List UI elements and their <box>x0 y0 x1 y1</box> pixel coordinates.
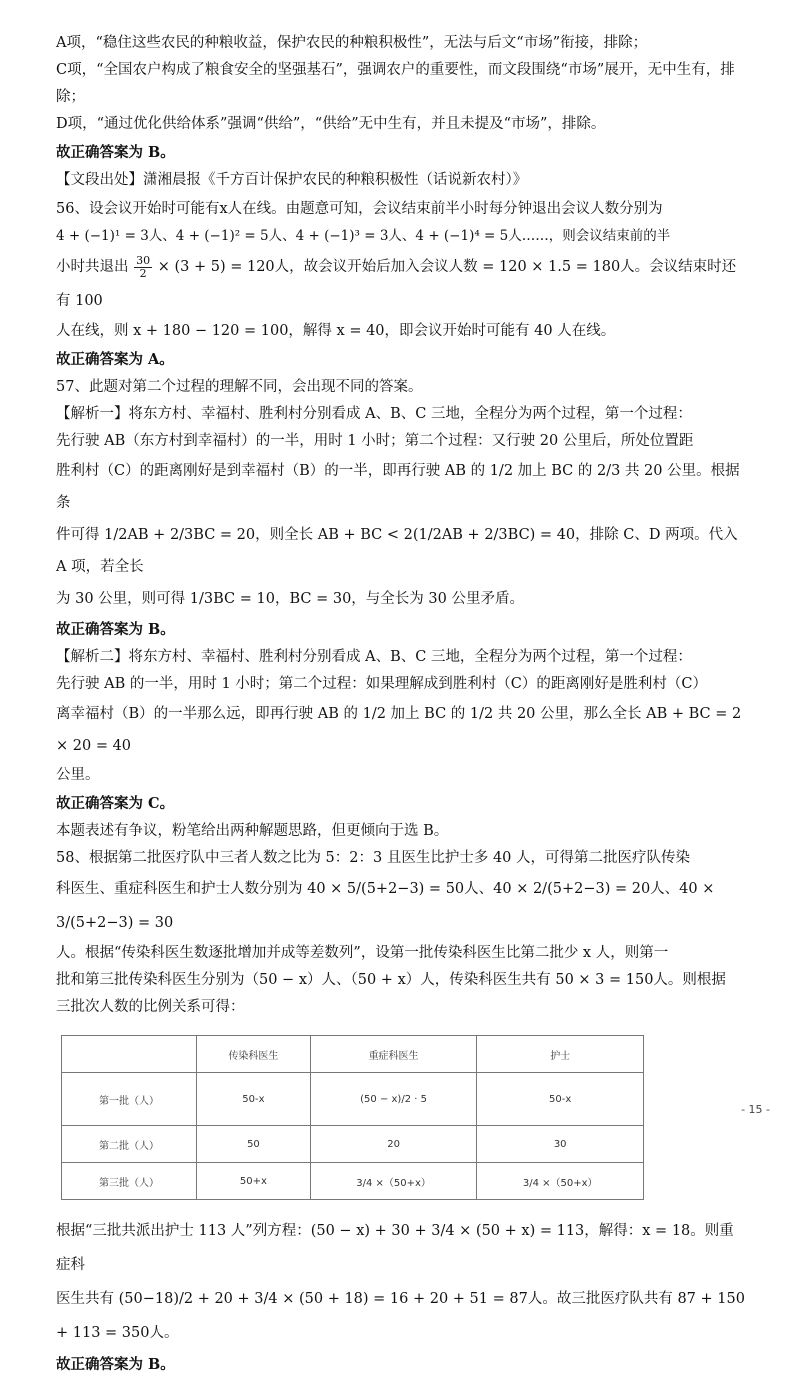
q58-line6: 根据“三批共派出护士 113 人”列方程：(50 − x) + 30 + 3/4 × (50 + x) = 113，解得：x = 18。则重症科 <box>56 1223 734 1273</box>
document-page <box>56 30 746 1379</box>
table-header-row <box>62 1036 644 1073</box>
table-row <box>62 1163 644 1200</box>
q57-intro: 57、此题对第二个过程的理解不同，会出现不同的答案。 <box>56 379 423 395</box>
table-row <box>62 1126 644 1163</box>
table-cell: 50 <box>197 1126 311 1163</box>
q57-solution2-line2: 先行驶 AB 的一半，用时 1 小时；第二个过程：如果理解成到胜利村（C）的距离刚好是胜利村（C） <box>56 676 707 692</box>
table-cell: 第三批（人） <box>62 1163 197 1200</box>
table-cell: 3/4 ×（50+x） <box>477 1163 644 1200</box>
answer-57-a: 故正确答案为 B。 <box>56 621 175 638</box>
table-cell: 第二批（人） <box>62 1126 197 1163</box>
answer-58: 故正确答案为 B。 <box>56 1356 175 1373</box>
table-cell: 50+x <box>197 1163 311 1200</box>
answer-57-b: 故正确答案为 C。 <box>56 795 175 812</box>
q56-half-hour <box>56 250 746 318</box>
q57-note: 本题表述有争议，粉笔给出两种解题思路，但更倾向于选 B。 <box>56 823 449 839</box>
q56-intro: 56、设会议开始时可能有x人在线。由题意可知，会议结束前半小时每分钟退出会议人数分别为 <box>56 201 663 217</box>
q58-line2: 科医生、重症科医生和护士人数分别为 40 × 5/(5+2−3) = 50人、40 × 2/(5+2−3) = 20人、40 × 3/(5+2−3) = 30 <box>56 881 715 931</box>
fraction-30-over-2: $\frac{30}{2}$ <box>136 253 151 280</box>
table-cell: 第一批（人） <box>62 1073 197 1126</box>
page-number: - 15 - <box>741 1103 770 1116</box>
q56-conclusion: 人在线，则 x + 180 − 120 = 100，解得 x = 40，即会议开始时可能有 40 人在线。 <box>56 323 616 339</box>
answer-56: 故正确答案为 A。 <box>56 351 174 368</box>
q58-line1: 58、根据第二批医疗队中三者人数之比为 5：2：3 且医生比护士多 40 人，可得第二批医疗队传染 <box>56 850 691 866</box>
source-citation: 【文段出处】潇湘晨报《千方百计保护农民的种粮积极性（话说新农村）》 <box>56 172 528 188</box>
q57-solution1-line5: 为 30 公里，则可得 1/3BC = 10，BC = 30，与全长为 30 公里矛盾。 <box>56 591 524 607</box>
table-cell: 50-x <box>477 1073 644 1126</box>
table-cell: 3/4 ×（50+x） <box>310 1163 477 1200</box>
q58-line4: 批和第三批传染科医生分别为（50 − x）人、（50 + x）人，传染科医生共有 50 × 3 = 150人。则根据 <box>56 972 726 988</box>
q57-solution2-line1: 【解析二】将东方村、幸福村、胜利村分别看成 A、B、C 三地，全程分为两个过程，第一个过程： <box>56 649 692 665</box>
q58-line7: 医生共有 (50−18)/2 + 20 + 3/4 × (50 + 18) = 16 + 20 + 51 = 87人。故三批医疗队共有 87 + 150 + 113 = 350人。 <box>56 1291 745 1341</box>
q56-half-hour-prefix: 小时共退出 <box>56 259 129 275</box>
table-row <box>62 1073 644 1126</box>
q56-half-hour-rest: × (3 + 5) = 120人，故会议开始后加入会议人数 = 120 × 1.5 = 180人。会议结束时还有 100 <box>56 259 737 309</box>
q57-solution2-line4: 公里。 <box>56 767 100 783</box>
q57-solution1-line3: 胜利村（C）的距离刚好是到幸福村（B）的一半，即再行驶 AB 的 1/2 加上 BC 的 2/3 共 20 公里。根据条 <box>56 463 740 511</box>
table-cell: (50 − x)/2 · 5 <box>310 1073 477 1126</box>
q58-line5: 三批次人数的比例关系可得： <box>56 999 245 1015</box>
table-header-cell: 重症科医生 <box>310 1036 477 1073</box>
answer-55: 故正确答案为 B。 <box>56 144 175 161</box>
table-cell: 30 <box>477 1126 644 1163</box>
option-c-analysis: C项，“全国农户构成了粮食安全的坚强基石”，强调农户的重要性，而文段围绕“市场”展开，无中生有，排除； <box>56 62 735 105</box>
q57-solution1-line4: 件可得 1/2AB + 2/3BC = 20，则全长 AB + BC < 2(1/2AB + 2/3BC) = 40，排除 C、D 两项。代入 A 项，若全长 <box>56 527 738 575</box>
q56-sequence: 4 + (−1)¹ = 3人、4 + (−1)² = 5人、4 + (−1)³ = 3人、4 + (−1)⁴ = 5人……，则会议结束前的半 <box>56 228 671 244</box>
q58-line3: 人。根据“传染科医生数逐批增加并成等差数列”，设第一批传染科医生比第二批少 x 人，则第一 <box>56 945 669 961</box>
option-a-analysis: A项，“稳住这些农民的种粮收益，保护农民的种粮积极性”，无法与后文“市场”衔接，排除； <box>56 35 648 51</box>
table-cell: 20 <box>310 1126 477 1163</box>
q57-solution1-line1: 【解析一】将东方村、幸福村、胜利村分别看成 A、B、C 三地，全程分为两个过程，第一个过程： <box>56 406 692 422</box>
option-d-analysis: D项，“通过优化供给体系”强调“供给”，“供给”无中生有，并且未提及“市场”，排除。 <box>56 116 606 132</box>
q57-solution2-line3: 离幸福村（B）的一半那么远，即再行驶 AB 的 1/2 加上 BC 的 1/2 共 20 公里，那么全长 AB + BC = 2 × 20 = 40 <box>56 706 742 754</box>
table-header-cell <box>62 1036 197 1073</box>
table-cell: 50-x <box>197 1073 311 1126</box>
q57-solution1-line2: 先行驶 AB（东方村到幸福村）的一半，用时 1 小时；第二个过程：又行驶 20 公里后，所处位置距 <box>56 433 694 449</box>
table-header-cell: 传染科医生 <box>197 1036 311 1073</box>
batch-table <box>61 1035 644 1200</box>
table-header-cell: 护士 <box>477 1036 644 1073</box>
